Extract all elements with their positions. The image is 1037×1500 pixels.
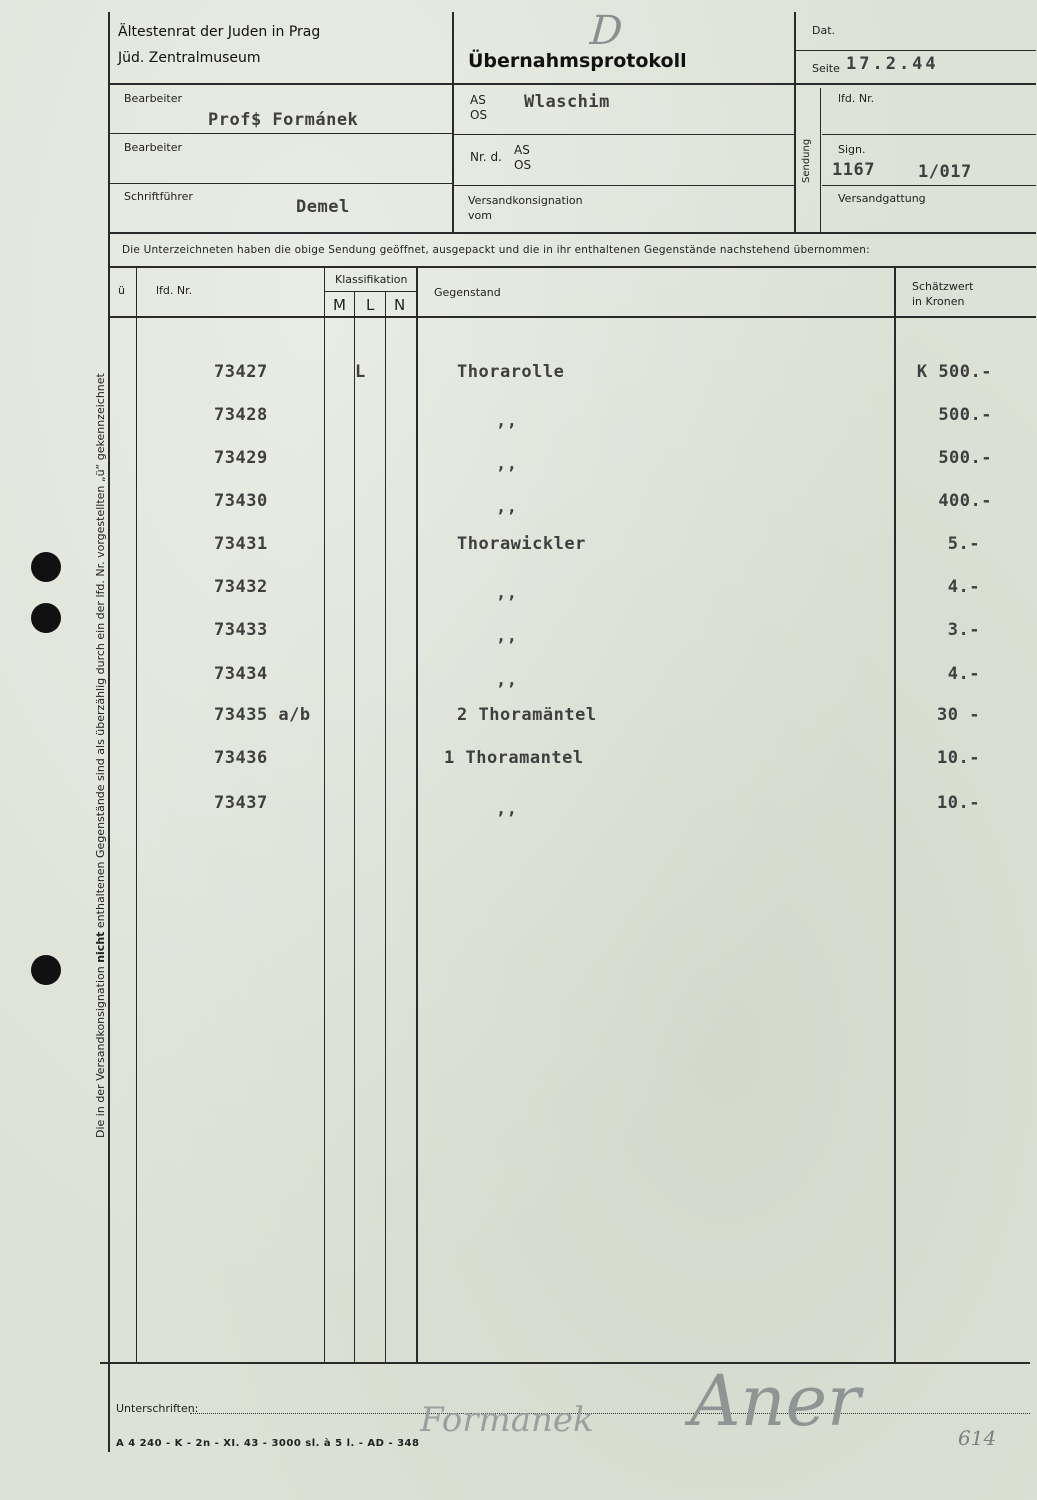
signature-dotted-line bbox=[190, 1413, 1030, 1414]
row-item: ,, bbox=[496, 454, 518, 474]
fields-bottom-line bbox=[108, 232, 1036, 234]
sign-value-1: 1167 bbox=[832, 160, 875, 180]
field-line-5 bbox=[822, 134, 1036, 135]
col-header-l: L bbox=[366, 296, 375, 314]
punch-hole-3 bbox=[31, 955, 61, 985]
col-header-lfd: lfd. Nr. bbox=[156, 284, 193, 297]
row-value: 4.- bbox=[947, 664, 980, 684]
nrd-os-label: OS bbox=[514, 158, 532, 172]
field-line-1 bbox=[108, 133, 452, 134]
row-value: 4.- bbox=[947, 577, 980, 597]
col-line-wert bbox=[894, 268, 896, 1362]
row-lfd-nr: 73430 bbox=[214, 491, 268, 511]
row-item: ,, bbox=[496, 583, 518, 603]
sendung-label: Sendung bbox=[801, 138, 812, 183]
field-line-4 bbox=[454, 185, 794, 186]
col-header-u: ü bbox=[118, 284, 125, 297]
punch-hole-2 bbox=[31, 603, 61, 633]
row-lfd-nr: 73437 bbox=[214, 793, 268, 813]
sign-value-2: 1/017 bbox=[918, 162, 972, 182]
sign-label: Sign. bbox=[838, 143, 866, 156]
header-bottom-line bbox=[108, 83, 1036, 85]
row-lfd-nr: 73431 bbox=[214, 534, 268, 554]
place-value: Wlaschim bbox=[524, 92, 610, 112]
row-lfd-nr: 73436 bbox=[214, 748, 268, 768]
seite-underline bbox=[796, 50, 1036, 51]
frame-left bbox=[108, 12, 110, 1452]
field-line-2 bbox=[108, 183, 452, 184]
field-line-3 bbox=[454, 134, 794, 135]
row-item: 1 Thoramantel bbox=[444, 748, 584, 768]
side-note-post: enthaltenen Gegenstände sind als überzählig durch ein der lfd. Nr. vorgestellten „ü“ gekennzeichnet bbox=[94, 373, 107, 932]
schriftfuehrer-label: Schriftführer bbox=[124, 190, 193, 203]
schriftfuehrer-value: Demel bbox=[296, 197, 350, 217]
seite-label: Seite bbox=[812, 62, 840, 75]
row-value: 400.- bbox=[938, 491, 992, 511]
versand-label: Versandkonsignation bbox=[468, 194, 583, 207]
row-value: 5.- bbox=[947, 534, 980, 554]
header-divider-3 bbox=[820, 88, 821, 232]
side-note-pre: Die in der Versandkonsignation bbox=[94, 962, 107, 1138]
row-item: Thorawickler bbox=[457, 534, 586, 554]
print-code: A 4 240 - K - 2n - XI. 43 - 3000 sl. à 5 l. - AD - 348 bbox=[116, 1438, 420, 1449]
versandgattung-label: Versandgattung bbox=[838, 192, 926, 205]
statement-text: Die Unterzeichneten haben die obige Sendung geöffnet, ausgepackt und die in ihr enthaltenen Gegenstände nachstehend übernommen: bbox=[122, 244, 870, 256]
statement-bottom-line bbox=[108, 266, 1036, 268]
page-number: 614 bbox=[958, 1426, 997, 1450]
col-line-l bbox=[385, 291, 386, 1362]
table-header-bottom-line bbox=[108, 316, 1036, 318]
bearbeiter-value-1: Prof$ Formánek bbox=[208, 110, 359, 130]
row-item: ,, bbox=[496, 670, 518, 690]
col-line-u bbox=[136, 268, 137, 1362]
row-value: 10.- bbox=[937, 748, 980, 768]
seite-value: 17.2.44 bbox=[846, 54, 939, 74]
row-lfd-nr: 73428 bbox=[214, 405, 268, 425]
col-line-lfd bbox=[324, 268, 325, 1362]
col-header-gegenstand: Gegenstand bbox=[434, 286, 501, 299]
signature-formanek: Formanek bbox=[420, 1400, 594, 1440]
nrd-as-label: AS bbox=[514, 143, 530, 157]
row-item: ,, bbox=[496, 799, 518, 819]
field-line-6 bbox=[822, 185, 1036, 186]
row-value: 500.- bbox=[938, 405, 992, 425]
col-line-m bbox=[354, 291, 355, 1362]
row-item: Thorarolle bbox=[457, 362, 565, 382]
as-label: AS bbox=[470, 93, 486, 107]
row-value: 10.- bbox=[937, 793, 980, 813]
signature-second: Aner bbox=[690, 1360, 861, 1442]
row-klass: L bbox=[355, 362, 366, 382]
dat-label: Dat. bbox=[812, 24, 836, 37]
col-header-klass: Klassifikation bbox=[335, 273, 408, 286]
lfd-field-label: lfd. Nr. bbox=[838, 92, 875, 105]
row-lfd-nr: 73435 a/b bbox=[214, 705, 311, 725]
vom-label: vom bbox=[468, 209, 492, 222]
row-value: 3.- bbox=[947, 620, 980, 640]
row-item: 2 Thoramäntel bbox=[457, 705, 597, 725]
row-item: ,, bbox=[496, 497, 518, 517]
row-item: ,, bbox=[496, 411, 518, 431]
row-value: 500.- bbox=[938, 448, 992, 468]
col-header-m: M bbox=[333, 296, 346, 314]
os-label: OS bbox=[470, 108, 488, 122]
bearbeiter-label-1: Bearbeiter bbox=[124, 92, 182, 105]
org-line-2: Jüd. Zentralmuseum bbox=[118, 50, 261, 66]
col-line-n bbox=[416, 268, 418, 1362]
row-lfd-nr: 73429 bbox=[214, 448, 268, 468]
row-lfd-nr: 73434 bbox=[214, 664, 268, 684]
title-annotation: D bbox=[583, 8, 629, 54]
side-note bbox=[94, 373, 107, 1138]
document-title: Übernahmsprotokoll bbox=[468, 50, 687, 72]
header-divider-1 bbox=[452, 12, 454, 232]
punch-hole-1 bbox=[31, 552, 61, 582]
header-divider-2 bbox=[794, 12, 796, 232]
table-bottom-line bbox=[100, 1362, 1030, 1364]
row-lfd-nr: 73427 bbox=[214, 362, 268, 382]
col-header-n: N bbox=[394, 296, 406, 314]
col-header-wert-1: Schätzwert bbox=[912, 280, 974, 293]
nrd-label: Nr. d. bbox=[470, 150, 502, 164]
klass-subline bbox=[324, 291, 416, 292]
row-value: K 500.- bbox=[916, 362, 992, 382]
row-value: 30 - bbox=[937, 705, 980, 725]
row-lfd-nr: 73433 bbox=[214, 620, 268, 640]
row-item: ,, bbox=[496, 626, 518, 646]
bearbeiter-label-2: Bearbeiter bbox=[124, 141, 182, 154]
col-header-wert-2: in Kronen bbox=[912, 295, 965, 308]
side-note-bold: nicht bbox=[94, 931, 107, 963]
unterschriften-label: Unterschriften: bbox=[116, 1402, 199, 1415]
row-lfd-nr: 73432 bbox=[214, 577, 268, 597]
org-line-1: Ältestenrat der Juden in Prag bbox=[118, 24, 321, 40]
